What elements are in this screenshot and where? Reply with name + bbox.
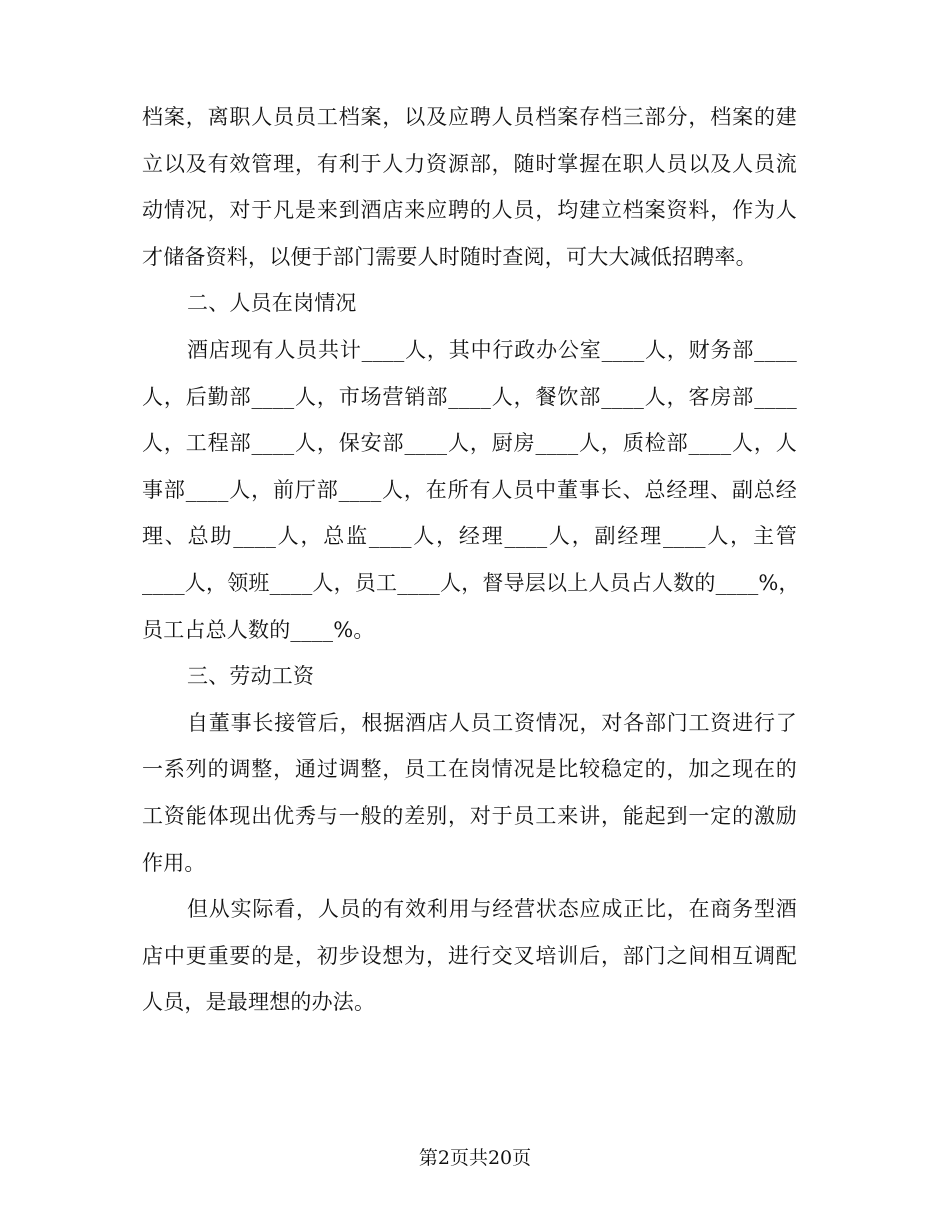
section-heading: 二、人员在岗情况	[187, 291, 357, 316]
paragraph-line: 店中更重要的是，初步设想为，进行交叉培训后，部门之间相互调配	[142, 943, 797, 968]
paragraph-line: 自董事长接管后，根据酒店人员工资情况，对各部门工资进行了	[187, 710, 797, 735]
paragraph-line: 人员，是最理想的办法。	[142, 990, 376, 1015]
paragraph-line: 事部____人，前厅部____人，在所有人员中董事长、总经理、副总经	[142, 477, 797, 502]
paragraph-line: 但从实际看，人员的有效利用与经营状态应成正比，在商务型酒	[187, 897, 797, 922]
document-body	[142, 94, 800, 1026]
paragraph-line: 理、总助____人，总监____人，经理____人，副经理____人，主管	[142, 524, 797, 549]
page-number: 第2页共20页	[418, 1147, 532, 1169]
paragraph-line: 人，工程部____人，保安部____人，厨房____人，质检部____人，人	[142, 431, 797, 456]
paragraph-line: ____人，领班____人，员工____人，督导层以上人员占人数的____%，	[142, 570, 800, 595]
paragraph-line: 工资能体现出优秀与一般的差别，对于员工来讲，能起到一定的激励	[142, 803, 797, 828]
paragraph-line: 档案，离职人员员工档案，以及应聘人员档案存档三部分，档案的建	[142, 105, 797, 129]
paragraph-line: 员工占总人数的____%。	[142, 617, 375, 642]
paragraph-line: 人，后勤部____人，市场营销部____人，餐饮部____人，客房部____	[142, 384, 797, 409]
paragraph-line: 动情况，对于凡是来到酒店来应聘的人员，均建立档案资料，作为人	[142, 198, 797, 223]
paragraph-line: 一系列的调整，通过调整，员工在岗情况是比较稳定的，加之现在的	[142, 757, 797, 782]
section-heading: 三、劳动工资	[187, 664, 315, 689]
paragraph-line: 酒店现有人员共计____人，其中行政办公室____人，财务部____	[187, 337, 797, 362]
paragraph-line: 作用。	[142, 850, 206, 875]
paragraph-line: 才储备资料，以便于部门需要人时随时查阅，可大大减低招聘率。	[142, 244, 757, 269]
paragraph-line: 立以及有效管理，有利于人力资源部，随时掌握在职人员以及人员流	[142, 151, 797, 176]
